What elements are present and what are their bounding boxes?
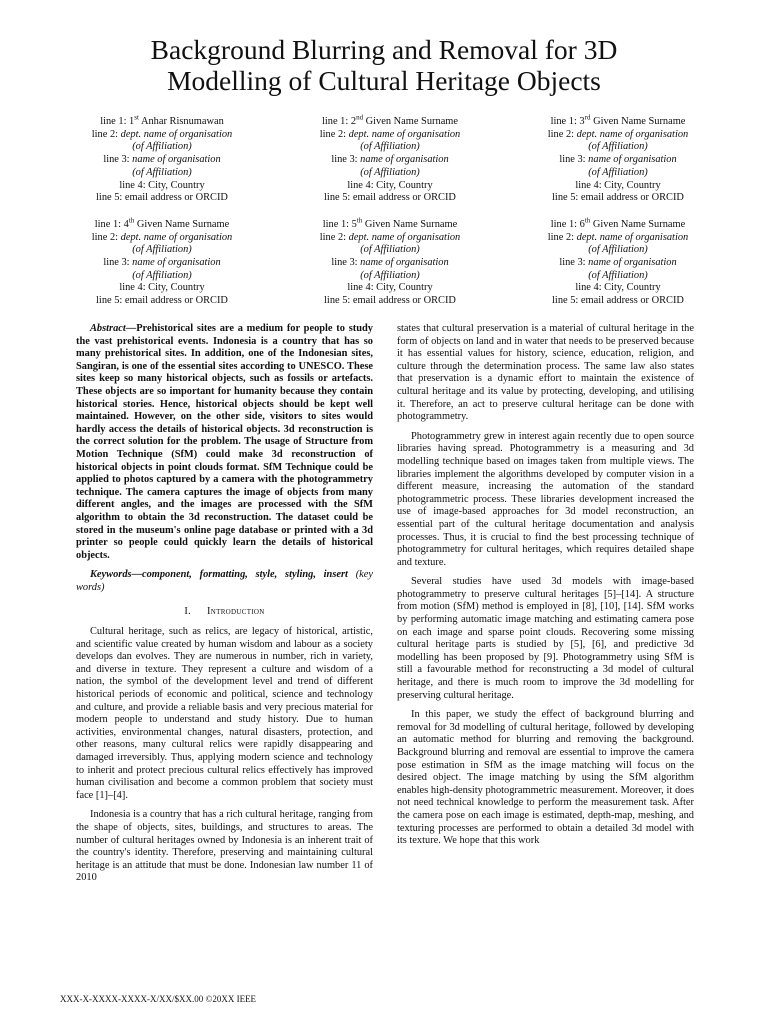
- title-line-1: Background Blurring and Removal for 3D: [150, 34, 618, 65]
- right-column: [397, 323, 694, 855]
- author-line-1: line 1: 4th Given Name Surname: [94, 216, 230, 230]
- author-line-3: line 3: name of organisation: [103, 154, 221, 166]
- author-line-1: line 1: 2nd Given Name Surname: [322, 113, 458, 127]
- author-line-2b: (of Affiliation): [588, 244, 648, 256]
- author-line-2b: (of Affiliation): [360, 141, 420, 153]
- author-6: [504, 216, 732, 308]
- author-line-5: line 5: email address or ORCID: [552, 295, 684, 307]
- author-line-3: line 3: name of organisation: [331, 154, 449, 166]
- author-line-3: line 3: name of organisation: [103, 257, 221, 269]
- author-line-2: line 2: dept. name of organisation: [319, 231, 461, 243]
- author-line-4: line 4: City, Country: [347, 282, 433, 294]
- author-line-2b: (of Affiliation): [132, 141, 192, 153]
- keywords: Keywords—component, formatting, style, styling, insert (key words): [76, 569, 373, 593]
- author-line-3b: (of Affiliation): [360, 269, 420, 281]
- author-line-4: line 4: City, Country: [347, 179, 433, 191]
- author-line-3b: (of Affiliation): [132, 269, 192, 281]
- author-line-1: line 1: 1st Anhar Risnumawan: [100, 113, 224, 127]
- author-line-2b: (of Affiliation): [360, 244, 420, 256]
- author-line-2: line 2: dept. name of organisation: [547, 128, 689, 140]
- author-3: [504, 113, 732, 205]
- author-line-5: line 5: email address or ORCID: [96, 192, 228, 204]
- author-line-3b: (of Affiliation): [132, 166, 192, 178]
- author-line-4: line 4: City, Country: [119, 179, 205, 191]
- author-5: [276, 216, 504, 308]
- author-line-3: line 3: name of organisation: [559, 154, 677, 166]
- title-line-2: Modelling of Cultural Heritage Objects: [167, 65, 601, 96]
- author-line-3b: (of Affiliation): [588, 269, 648, 281]
- body-paragraph: In this paper, we study the effect of background blurring and removal for 3d modelling of cultural heritage, followed by developing an automatic method for blurring and removing the background. Background blurring and removal are essential to improve the camera pose estimation in SfM as the image matching will focus on the desired object. The image matching by using the SfM algorithm enables high-density photogrammetric measurement. Moreover, it does not need technical knowledge to perform the measurement task. After the camera pose on each image is estimated, depth-map, meshing, and texturing processes are performed to obtain a detailed 3d model with its texture. We hope that this work: [397, 709, 694, 847]
- author-line-3: line 3: name of organisation: [559, 257, 677, 269]
- author-line-3: line 3: name of organisation: [331, 257, 449, 269]
- author-block: [48, 113, 732, 308]
- author-line-2: line 2: dept. name of organisation: [91, 231, 233, 243]
- author-2: [276, 113, 504, 205]
- abstract: Abstract—Prehistorical sites are a medium for people to study the vast prehistorical events. Indonesia is a country that has so many prehistorical sites. In addition, one of the Indonesian sites, Sangiran, is one of the essential sites according to UNESCO. These sites keep so many historical objects, such as fossils or artefacts. These objects are so important for humanity because they contain historical stories. Hence, historical objects should be kept well maintained. However, on the other side, visitors to sites would hardly access the details of historical objects. 3d reconstruction is the correct solution for the problem. The usage of Structure from Motion Technique (SfM) could make 3d reconstruction of historical objects in point clouds format. SfM Technique could be applied to photos captured by a camera with the photogrammetry technique. The camera captures the image of objects from many different angles, and the images are processed with the SfM algorithm to obtain the 3d reconstruction. The dataset could be stored in the museum's online page database or printed with a 3d printer so people could quickly learn the details of historical objects.: [76, 323, 373, 561]
- section-heading-introduction: I. Introduction: [184, 606, 265, 618]
- body-paragraph: Photogrammetry grew in interest again recently due to open source libraries having spread. Photogrammetry is a measuring and 3d modelling technique based on images taken from multiple views. The libraries implement the algorithms developed by computer vision in a different measure, increasing the automation of the standard photogrammetric process. These libraries development increased the use of image-based approaches for 3d model reconstruction, an essential part of the cultural heritage documentation and analysis processes. Thus, it is crucial to find the best processing technique of photogrammetry for cultural heritages, which requires detailed shape and texture.: [397, 430, 694, 568]
- author-1: [48, 113, 276, 205]
- author-line-5: line 5: email address or ORCID: [324, 295, 456, 307]
- body-paragraph: Several studies have used 3d models with image-based photogrammetry to preserve cultural heritages [5]–[14]. A structure from motion (SfM) method is employed in [8], [10], [14]. SfM works by performing automatic image matching and estimating camera pose on each image and sparse point clouds. Recovering some missing cultural heritage parts is studied by [5], [6], and predictive 3d modelling has been proposed by [9]. Photogrammetry using SfM is still a favourable method for reconstructing a 3d model of cultural heritage, and there is much room to improve the 3d modelling for preserving cultural heritage.: [397, 576, 694, 701]
- paper-title: [60, 34, 708, 96]
- author-line-1: line 1: 5th Given Name Surname: [322, 216, 458, 230]
- author-line-2: line 2: dept. name of organisation: [547, 231, 689, 243]
- author-line-4: line 4: City, Country: [119, 282, 205, 294]
- author-line-5: line 5: email address or ORCID: [96, 295, 228, 307]
- author-line-1: line 1: 3rd Given Name Surname: [550, 113, 686, 127]
- author-line-2b: (of Affiliation): [588, 141, 648, 153]
- left-column: [76, 323, 373, 892]
- author-line-2b: (of Affiliation): [132, 244, 192, 256]
- author-line-3b: (of Affiliation): [360, 166, 420, 178]
- body-paragraph: Indonesia is a country that has a rich cultural heritage, ranging from the shape of objects, sites, buildings, and structures to areas. The number of cultural heritages owned by Indonesia is an inherent trait of the country's identity. Therefore, preserving and maintaining cultural heritage is an attitude that must be done. Indonesian law number 11 of 2010: [76, 809, 373, 884]
- body-paragraph: Cultural heritage, such as relics, are legacy of historical, artistic, and scientific value created by human wisdom and labour as a society develops dan evolves. They are numerous in number, rich in variety, and diverse in texture. They represent a culture and wisdom of a nation, the symbol of the development level and trend of different historical periods of economic and political, science and technology and culture, and provide a reliable basis and very precious material for modern people to understand and study history. Due to human activities, environmental changes, natural disasters, protection, and other reasons, many cultural relics were rapidly disappearing and damaged irreversibly. Thus, applying modern science and technology to inherit and protect precious cultural relics effectively has improved human civilisation and become a common problem that society must face [1]–[4].: [76, 626, 373, 801]
- copyright-footer: XXX-X-XXXX-XXXX-X/XX/$XX.00 ©20XX IEEE: [60, 994, 257, 1004]
- author-line-4: line 4: City, Country: [575, 179, 661, 191]
- author-line-2: line 2: dept. name of organisation: [319, 128, 461, 140]
- body-paragraph: states that cultural preservation is a material of cultural heritage in the form of objects on land and in water that needs to be preserved because it has essential values for history, science, education, religion, and culture through the determination process. The same law also states that preservation is a dynamic effort to maintain the existence of cultural heritage and its value by protecting, developing, and utilising it. Therefore, an act to preserve cultural heritage can be done with photogrammetry.: [397, 323, 694, 423]
- author-line-4: line 4: City, Country: [575, 282, 661, 294]
- author-line-2: line 2: dept. name of organisation: [91, 128, 233, 140]
- author-line-5: line 5: email address or ORCID: [324, 192, 456, 204]
- author-line-3b: (of Affiliation): [588, 166, 648, 178]
- author-4: [48, 216, 276, 308]
- author-line-1: line 1: 6th Given Name Surname: [550, 216, 686, 230]
- author-line-5: line 5: email address or ORCID: [552, 192, 684, 204]
